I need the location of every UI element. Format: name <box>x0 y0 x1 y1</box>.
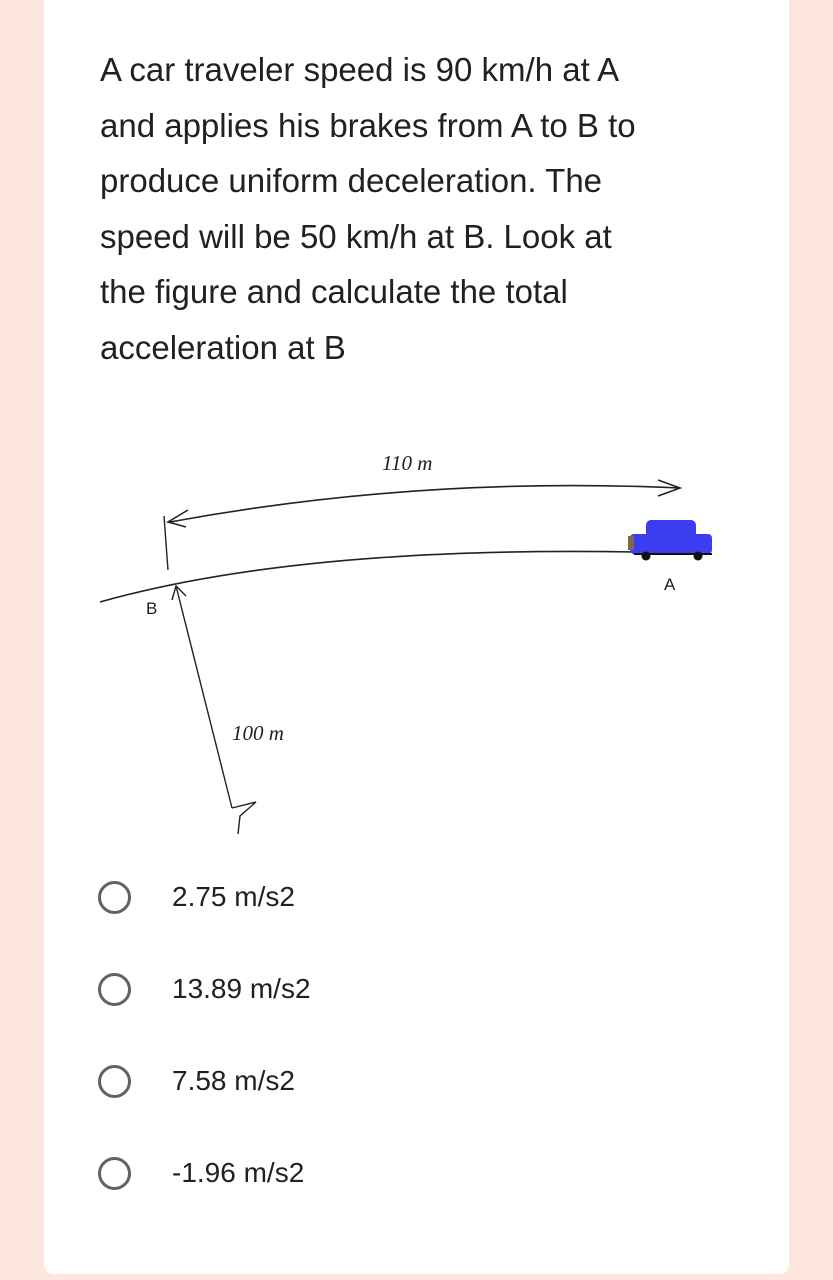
option-label: 7.58 m/s2 <box>172 1065 295 1096</box>
option-4[interactable] <box>98 1146 498 1200</box>
road-curve <box>100 551 710 602</box>
arc-length-arrow <box>170 486 680 522</box>
radio-button[interactable] <box>98 1157 131 1190</box>
question-line: acceleration at B <box>100 328 346 366</box>
radio-button[interactable] <box>98 1065 131 1098</box>
radius-end-mark <box>232 802 256 834</box>
point-b-label: B <box>146 599 158 618</box>
option-1[interactable] <box>98 870 498 924</box>
option-label: -1.96 m/s2 <box>172 1157 305 1188</box>
option-2[interactable] <box>98 962 498 1016</box>
car-icon <box>628 520 712 561</box>
radius-line <box>176 586 232 808</box>
question-text <box>100 42 760 376</box>
curve-diagram-svg <box>80 430 740 850</box>
option-3[interactable] <box>98 1054 498 1108</box>
question-line: the figure and calculate the total <box>100 273 568 311</box>
question-line: produce uniform deceleration. The <box>100 162 603 200</box>
arc-end-tick <box>164 516 168 570</box>
curve-diagram <box>80 430 740 850</box>
radio-button[interactable] <box>98 973 131 1006</box>
option-label: 2.75 m/s2 <box>172 881 295 912</box>
option-label: 13.89 m/s2 <box>172 973 311 1004</box>
question-line: speed will be 50 km/h at B. Look at <box>100 217 612 255</box>
question-line: A car traveler speed is 90 km/h at A <box>100 51 620 88</box>
radio-button[interactable] <box>98 881 131 914</box>
arc-length-label: 110 m <box>382 451 433 475</box>
question-line: and applies his brakes from A to B to <box>100 106 636 144</box>
radius-label: 100 m <box>232 721 284 745</box>
point-a-label: A <box>664 575 676 594</box>
